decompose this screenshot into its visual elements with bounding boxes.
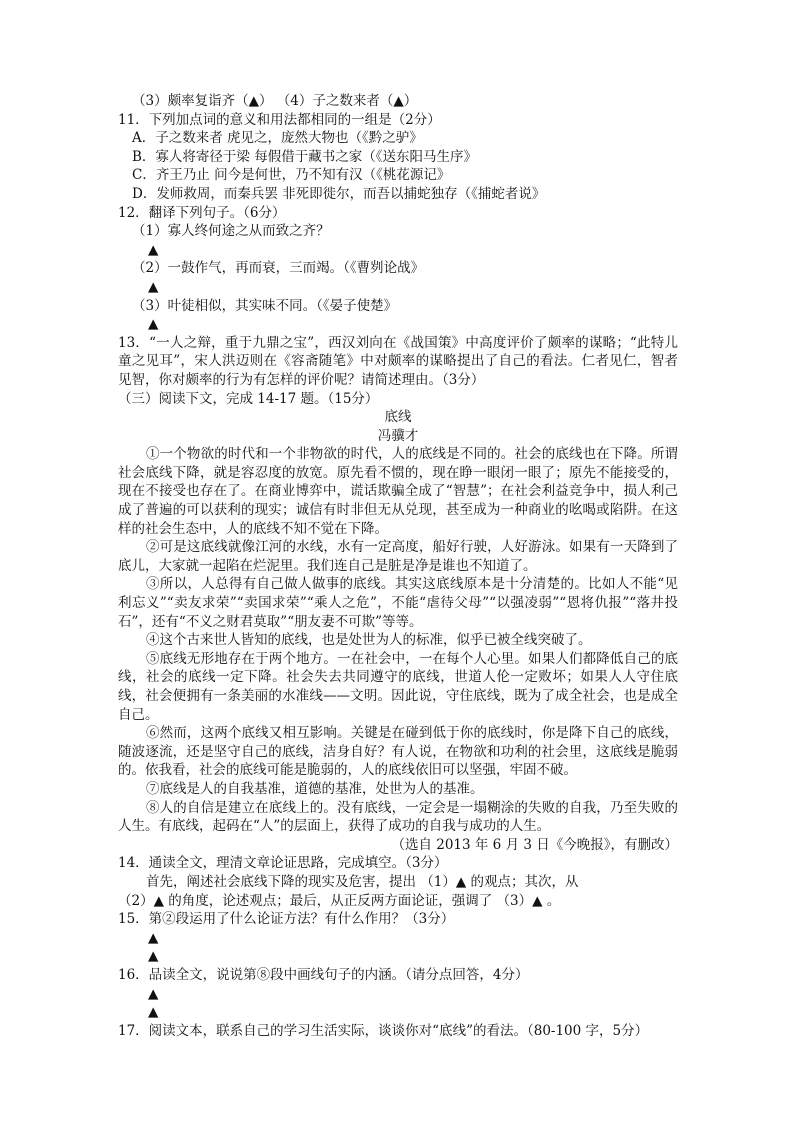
answer-marker: ▲ [148,241,159,258]
q12-sentence-3: （3）叶徒相似，其实味不同。（《晏子使楚》 [132,297,398,314]
answer-marker: ▲ [148,1004,159,1021]
paragraph-1: ①一个物欲的时代和一个非物欲的时代，人的底线是不同的。社会的底线也在下降。所谓社会底线下降，就是容忍度的放宽。原先看不惯的，现在睁一眼闭一眼了；原先不能接受的，现在不接受也存在了。在商业博弈中，谎话欺骗全成了“智慧”；在社会利益竞争中，损人利己成了普遍的可以获利的现实；诚信有时非但无从兑现，甚至成为一种商业的吆喝或陷阱。在这样的社会生态中，人的底线不知不觉在下降。 [118,446,678,537]
q14-stem: 14．通读全文，理清文章论证思路，完成填空。（3分） [118,855,448,872]
exam-page [118,92,678,1040]
q11-option-c: C．齐王乃止 问今是何世，乃不知有汉（《桃花源记》 [132,167,451,184]
paragraph-8-part-b: 有底线，起码在“人”的层面上，获得了成功的自我与成功的人生。 [158,818,551,835]
answer-marker: ▲ [148,316,159,333]
q14-fill-line-1: 首先，阐述社会底线下降的现实及危害，提出 （1）▲ 的观点；其次，从 [146,873,579,890]
q12-stem: 12．翻译下列句子。（6分） [118,204,286,221]
q16-stem: 16．品读全文，说说第⑧段中画线句子的内涵。（请分点回答，4分） [118,966,529,983]
article-source: （选自 2013 年 6 月 3 日《今晚报》，有删改） [391,836,678,853]
section-3-heading: （三）阅读下文，完成 14-17 题。（15分） [118,390,379,407]
paragraph-5: ⑤底线无形地存在于两个地方。一在社会中，一在每个人心里。如果人们都降低自己的底线，社会的底线一定下降。社会失去共同遵守的底线，世道人伦一定败坏；如果人人守住底线，社会便拥有一条美丽的水准线——文明。因此说，守住底线，既为了成全社会，也是成全自己。 [118,650,678,723]
paragraph-6: ⑥然而，这两个底线又相互影响。关键是在碰到低于你的底线时，你是降下自己的底线，随波逐流，还是坚守自己的底线，洁身自好？有人说，在物欲和功利的社会里，这底线是脆弱的。依我看，社会的底线可能是脆弱的，人的底线依旧可以坚强，牢固不破。 [118,725,678,779]
q15-stem: 15．第②段运用了什么论证方法？有什么作用？（3分） [118,911,455,928]
q14-fill-line-2: （2）▲ 的角度，论述观点；最后，从正反两方面论证，强调了 （3）▲ 。 [118,892,561,909]
q17-stem: 17．阅读文本，联系自己的学习生活实际，谈谈你对“底线”的看法。（80-100 字，5分） [118,1022,649,1039]
paragraph-8 [118,799,678,836]
paragraph-2: ②可是这底线就像江河的水线，水有一定高度，船好行驶，人好游泳。如果有一天降到了底儿，大家就一起陷在烂泥里。我们连自己是脏是净是谁也不知道了。 [118,539,678,574]
q11-option-b: B．寡人将寄径于梁 每假借于藏书之家（《送东阳马生序》 [132,148,477,165]
answer-marker: ▲ [148,985,159,1002]
answer-marker: ▲ [148,948,159,965]
answer-marker: ▲ [148,278,159,295]
q11-option-a: A．子之数来者 虎见之，庞然大物也（《黔之驴》 [132,130,423,147]
paragraph-3: ③所以，人总得有自己做人做事的底线。其实这底线原本是十分清楚的。比如人不能“见利忘义”“卖友求荣”“卖国求荣”“乘人之危”，不能“虐待父母”“以强凌弱”“恩将仇报”“落井投石”，还有“不义之财君莫取”“朋友妻不可欺”等等。 [118,576,678,630]
paragraph-8-part-a: ⑧人的自信是建立在底线上的。没有底线，一定会是一塌糊涂的失败的自我，乃至失败的人生。 [118,799,678,835]
q11-option-d: D．发师救周，而秦兵罢 非死即徙尔，而吾以捕蛇独存（《捕蛇者说》 [132,185,546,202]
paragraph-7: ⑦底线是人的自我基准，道德的基准，处世为人的基准。 [146,780,484,797]
article-title: 底线 [384,409,412,426]
q12-sentence-1: （1）寡人终何途之从而致之齐？ [132,223,330,240]
q13-stem: 13．“一人之辩，重于九鼎之宝”，西汉刘向在《战国策》中高度评价了颇率的谋略；“此特儿童之见耳”，宋人洪迈则在《容斋随笔》中对颇率的谋略提出了自己的看法。仁者见仁，智者见智，你对颇率的行为有怎样的评价呢？请简述理由。（3分） [118,334,678,388]
answer-marker: ▲ [148,929,159,946]
q11-stem: 11．下列加点词的意义和用法都相同的一组是（2分） [118,111,441,128]
q10-items: （3）颇率复诣齐（▲） （4）子之数来者（▲） [132,93,418,109]
article-author: 冯骥才 [377,427,419,444]
paragraph-4: ④这个古来世人皆知的底线，也是处世为人的标准，似乎已被全线突破了。 [146,632,592,649]
q12-sentence-2: （2）一鼓作气，再而衰，三而竭。（《曹刿论战》 [132,260,425,277]
